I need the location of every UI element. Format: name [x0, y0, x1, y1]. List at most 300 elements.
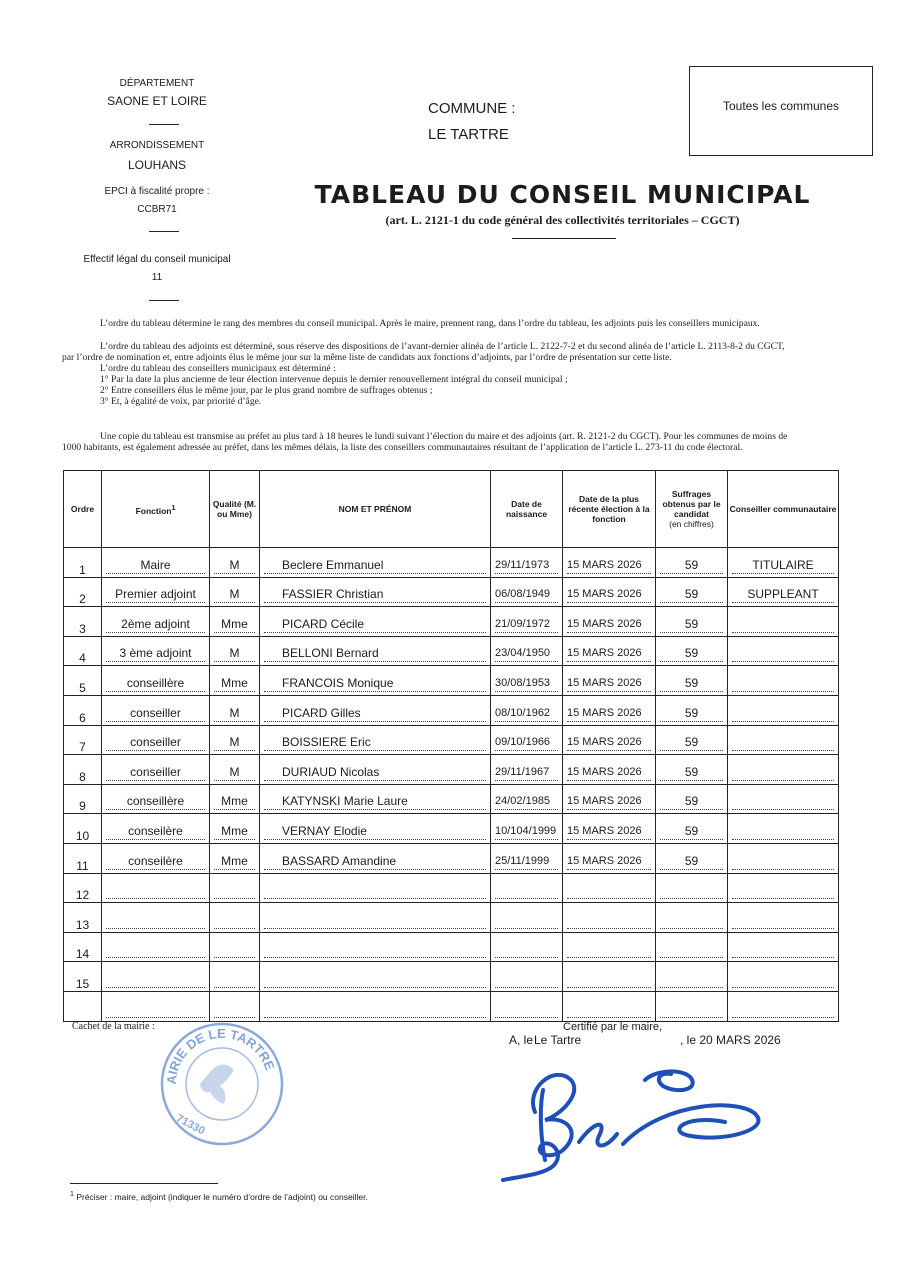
cell-suffrages: [656, 755, 728, 785]
cell-conseiller: [728, 577, 839, 607]
cell-fonction: [102, 607, 210, 637]
cell-naissance: [491, 636, 563, 666]
cell-nom: [260, 695, 491, 725]
cell-fonction: [102, 548, 210, 578]
cell-conseiller: [728, 725, 839, 755]
lieu-value: Le Tartre: [534, 1033, 582, 1047]
cell-suffrages: [656, 607, 728, 637]
cell-conseiller: [728, 755, 839, 785]
cell-fonction: [102, 932, 210, 962]
cell-qualite: [210, 607, 260, 637]
cell-election-value: 15 MARS 2026: [567, 616, 651, 633]
cell-qualite-value: M: [214, 734, 255, 751]
cell-naissance-value: 08/10/1962: [495, 705, 558, 722]
communes-box: [689, 66, 873, 156]
cell-suffrages: [656, 784, 728, 814]
cell-naissance-value: [495, 882, 558, 899]
cell-suffrages-value: 59: [660, 675, 723, 692]
cell-suffrages-value: 59: [660, 586, 723, 603]
cell-naissance-value: [495, 941, 558, 958]
cell-fonction: [102, 814, 210, 844]
cell-suffrages-value: [660, 971, 723, 988]
cell-naissance: [491, 755, 563, 785]
cell-nom-value: [264, 882, 486, 899]
cell-qualite: [210, 725, 260, 755]
cell-suffrages-value: [660, 912, 723, 929]
cachet-label: Cachet de la mairie :: [72, 1021, 155, 1032]
cell-nom: [260, 903, 491, 933]
cell-conseiller-value: [732, 616, 834, 633]
cell-naissance-value: 29/11/1973: [495, 557, 558, 574]
divider: [149, 231, 179, 232]
cell-qualite-value: Mme: [214, 616, 255, 633]
cell-fonction: [102, 636, 210, 666]
cell-ordre: 14: [64, 932, 102, 962]
cell-suffrages: [656, 636, 728, 666]
table-row: [64, 903, 839, 933]
cell-ordre: 13: [64, 903, 102, 933]
cell-qualite-value: Mme: [214, 853, 255, 870]
title-divider: [512, 238, 616, 239]
cell-fonction: [102, 873, 210, 903]
council-table: [63, 470, 839, 1022]
arrondissement-value: LOUHANS: [127, 158, 186, 172]
cell-nom-value: PICARD Cécile: [264, 616, 486, 633]
cell-ordre: 3: [64, 607, 102, 637]
cell-naissance: [491, 695, 563, 725]
cell-suffrages: [656, 962, 728, 992]
table-row: [64, 755, 839, 785]
cell-conseiller: [728, 873, 839, 903]
cell-nom: [260, 548, 491, 578]
cell-suffrages-value: 59: [660, 734, 723, 751]
header-nom: NOM ET PRÉNOM: [260, 471, 491, 548]
cell-suffrages: [656, 873, 728, 903]
cell-fonction-value: Premier adjoint: [106, 586, 205, 603]
cell-conseiller-value: [732, 882, 834, 899]
cell-fonction-value: 2ème adjoint: [106, 616, 205, 633]
cell-conseiller-value: [732, 853, 834, 870]
cell-ordre: 7: [64, 725, 102, 755]
cell-nom: [260, 962, 491, 992]
cell-nom: [260, 991, 491, 1021]
cell-nom: [260, 843, 491, 873]
paragraph: L’ordre du tableau des conseillers municipaux est déterminé :: [100, 363, 336, 374]
cell-naissance: [491, 548, 563, 578]
cell-nom-value: BELLONI Bernard: [264, 645, 486, 662]
cell-qualite-value: [214, 1001, 255, 1018]
cell-conseiller-value: [732, 823, 834, 840]
paragraph: Une copie du tableau est transmise au préfet au plus tard à 18 heures le lundi suivant l’élection du maire et des adjoints (art. R. 2121-2 du CGCT). Pour les communes de moins de: [100, 431, 788, 442]
header-ordre: Ordre: [64, 471, 102, 548]
cell-fonction: [102, 666, 210, 696]
cell-ordre: 11: [64, 843, 102, 873]
cell-fonction-value: conseillère: [106, 793, 205, 810]
cell-election: [563, 814, 656, 844]
cell-nom-value: DURIAUD Nicolas: [264, 764, 486, 781]
cell-fonction-value: conseiller: [106, 734, 205, 751]
cell-suffrages: [656, 991, 728, 1021]
cell-naissance: [491, 991, 563, 1021]
cell-election: [563, 607, 656, 637]
cell-suffrages: [656, 577, 728, 607]
cell-naissance-value: 23/04/1950: [495, 645, 558, 662]
cell-fonction: [102, 725, 210, 755]
cell-election-value: 15 MARS 2026: [567, 675, 651, 692]
cell-nom: [260, 725, 491, 755]
cell-qualite: [210, 962, 260, 992]
svg-text:MAIRIE DE LE TARTRE: AIRIE DE LE TARTRE: [163, 1025, 278, 1086]
table-row: [64, 962, 839, 992]
cell-conseiller-value: [732, 675, 834, 692]
table-row: [64, 695, 839, 725]
table-row: [64, 873, 839, 903]
cell-fonction-value: conseilère: [106, 853, 205, 870]
cell-qualite: [210, 577, 260, 607]
cell-suffrages-value: 59: [660, 557, 723, 574]
cell-nom-value: PICARD Gilles: [264, 705, 486, 722]
cell-suffrages-value: [660, 941, 723, 958]
cell-election: [563, 991, 656, 1021]
cell-qualite-value: M: [214, 586, 255, 603]
cell-election-value: 15 MARS 2026: [567, 557, 651, 574]
cell-conseiller-value: [732, 971, 834, 988]
cell-suffrages-value: 59: [660, 853, 723, 870]
effectif-value: 11: [151, 272, 163, 283]
cell-nom-value: FASSIER Christian: [264, 586, 486, 603]
cell-qualite-value: [214, 912, 255, 929]
certifie-label: Certifié par le maire,: [563, 1021, 663, 1033]
paragraph: 1° Par la date la plus ancienne de leur élection intervenue depuis le dernier renouvellement intégral du conseil municipal ;: [100, 374, 568, 385]
table-row: [64, 814, 839, 844]
cell-qualite: [210, 873, 260, 903]
effectif-label: Effectif légal du conseil municipal: [83, 254, 231, 265]
svg-text:71330: 71330: [174, 1112, 207, 1138]
header-fonction: Fonction$^1$: [102, 471, 210, 548]
cell-qualite: [210, 755, 260, 785]
table-row: [64, 607, 839, 637]
cell-qualite-value: M: [214, 705, 255, 722]
cell-qualite-value: [214, 941, 255, 958]
table-row: [64, 932, 839, 962]
cell-conseiller: [728, 548, 839, 578]
cell-conseiller: [728, 636, 839, 666]
administrative-block: [72, 78, 242, 108]
cell-fonction: [102, 784, 210, 814]
cell-election: [563, 903, 656, 933]
cell-fonction: [102, 903, 210, 933]
cell-ordre: 6: [64, 695, 102, 725]
cell-fonction: [102, 577, 210, 607]
cell-nom-value: [264, 941, 486, 958]
cell-election: [563, 755, 656, 785]
cell-fonction-value: [106, 1001, 205, 1018]
cell-fonction-value: Maire: [106, 557, 205, 574]
cell-qualite: [210, 784, 260, 814]
cell-ordre: 9: [64, 784, 102, 814]
cell-election-value: [567, 912, 651, 929]
cell-ordre: 5: [64, 666, 102, 696]
cell-naissance: [491, 962, 563, 992]
cell-qualite: [210, 814, 260, 844]
arrondissement-label: ARRONDISSEMENT: [109, 140, 205, 151]
cell-nom: [260, 932, 491, 962]
cell-election: [563, 932, 656, 962]
footnote-divider: [70, 1183, 218, 1184]
cell-naissance: [491, 903, 563, 933]
table-row: [64, 666, 839, 696]
paragraph: par l’ordre de nomination et, entre adjoints élus le même jour sur la même liste de candidats aux fonctions d’adjoints, par l’ordre de présentation sur cette liste.: [62, 352, 672, 363]
cell-fonction-value: conseilère: [106, 823, 205, 840]
cell-suffrages: [656, 666, 728, 696]
paragraph: 3° Et, à égalité de voix, par priorité d’âge.: [100, 396, 262, 407]
cell-naissance-value: [495, 912, 558, 929]
cell-naissance: [491, 843, 563, 873]
cell-conseiller-value: [732, 734, 834, 751]
paragraph: 1000 habitants, est également adressée au préfet, dans les mêmes délais, la liste des conseillers communautaires résultant de l’application de l’article L. 273-11 du code électoral.: [62, 442, 743, 453]
cell-election: [563, 666, 656, 696]
cell-ordre: 2: [64, 577, 102, 607]
cell-qualite-value: Mme: [214, 823, 255, 840]
cell-fonction-value: [106, 912, 205, 929]
cell-conseiller: [728, 607, 839, 637]
cell-fonction: [102, 695, 210, 725]
cell-conseiller: [728, 784, 839, 814]
table-row: [64, 577, 839, 607]
cell-naissance-value: 25/11/1999: [495, 853, 558, 870]
cell-nom: [260, 755, 491, 785]
cell-election: [563, 725, 656, 755]
cell-naissance: [491, 814, 563, 844]
header-qualite: Qualité (M. ou Mme): [210, 471, 260, 548]
cell-qualite: [210, 666, 260, 696]
cell-suffrages-value: 59: [660, 823, 723, 840]
cell-election-value: 15 MARS 2026: [567, 705, 651, 722]
header-election: Date de la plus récente élection à la fonction: [563, 471, 656, 548]
cell-suffrages-value: 59: [660, 705, 723, 722]
cell-naissance-value: 10/104/1999: [495, 823, 558, 840]
cell-election: [563, 548, 656, 578]
divider: [149, 124, 179, 125]
intro-text: [62, 318, 842, 329]
cell-election: [563, 843, 656, 873]
cell-nom-value: VERNAY Elodie: [264, 823, 486, 840]
header-conseiller: Conseiller communautaire: [728, 471, 839, 548]
cell-qualite: [210, 932, 260, 962]
cell-election: [563, 695, 656, 725]
cell-fonction-value: conseiller: [106, 764, 205, 781]
cell-conseiller: [728, 814, 839, 844]
header-suffrages: Suffrages obtenus par le candidat (en chiffres): [656, 471, 728, 548]
page-subtitle: (art. L. 2121-1 du code général des collectivités territoriales – CGCT): [385, 213, 740, 227]
cell-fonction: [102, 755, 210, 785]
cell-fonction-value: [106, 882, 205, 899]
cell-naissance: [491, 607, 563, 637]
cell-election-value: 15 MARS 2026: [567, 853, 651, 870]
cell-nom: [260, 784, 491, 814]
cell-naissance-value: 29/11/1967: [495, 764, 558, 781]
cell-naissance-value: 06/08/1949: [495, 586, 558, 603]
cell-suffrages: [656, 814, 728, 844]
cell-qualite-value: [214, 882, 255, 899]
communes-box-text: Toutes les communes: [722, 99, 840, 113]
cell-conseiller: [728, 991, 839, 1021]
cell-conseiller-value: [732, 645, 834, 662]
rules-text: [62, 341, 842, 407]
cell-naissance: [491, 577, 563, 607]
cell-election: [563, 873, 656, 903]
cell-ordre: 8: [64, 755, 102, 785]
cell-election-value: [567, 971, 651, 988]
cell-election-value: 15 MARS 2026: [567, 734, 651, 751]
cell-qualite-value: M: [214, 645, 255, 662]
cell-qualite: [210, 843, 260, 873]
cell-election-value: 15 MARS 2026: [567, 586, 651, 603]
transmission-text: [62, 431, 842, 453]
cell-qualite-value: [214, 971, 255, 988]
cell-election-value: 15 MARS 2026: [567, 793, 651, 810]
cell-election-value: 15 MARS 2026: [567, 645, 651, 662]
epci-value: CCBR71: [137, 204, 177, 215]
cell-ordre: [64, 991, 102, 1021]
cell-suffrages: [656, 548, 728, 578]
cell-nom: [260, 636, 491, 666]
cell-election: [563, 636, 656, 666]
cell-conseiller-value: TITULAIRE: [732, 557, 834, 574]
table-header-row: [64, 471, 839, 548]
cell-naissance: [491, 725, 563, 755]
cell-election: [563, 962, 656, 992]
cell-naissance-value: [495, 1001, 558, 1018]
cell-nom: [260, 607, 491, 637]
cell-naissance-value: 21/09/1972: [495, 616, 558, 633]
cell-conseiller: [728, 903, 839, 933]
cell-qualite-value: M: [214, 764, 255, 781]
cell-nom-value: [264, 971, 486, 988]
table-row: [64, 843, 839, 873]
cell-qualite: [210, 636, 260, 666]
cell-ordre: 10: [64, 814, 102, 844]
cell-conseiller-value: [732, 912, 834, 929]
cell-suffrages: [656, 695, 728, 725]
cell-naissance: [491, 666, 563, 696]
cell-suffrages-value: 59: [660, 764, 723, 781]
cell-conseiller-value: [732, 793, 834, 810]
cell-conseiller: [728, 962, 839, 992]
paragraph: L’ordre du tableau des adjoints est déterminé, sous réserve des dispositions de l’avant-dernier alinéa de l’article L. 2122-7-2 et du second alinéa de l’article L. 2113-8-2 du CGCT,: [100, 341, 785, 352]
cell-nom-value: BOISSIERE Eric: [264, 734, 486, 751]
cell-conseiller-value: SUPPLEANT: [732, 586, 834, 603]
cell-fonction: [102, 991, 210, 1021]
cell-conseiller: [728, 666, 839, 696]
cell-fonction-value: [106, 941, 205, 958]
table-body: [64, 548, 839, 1022]
cell-conseiller-value: [732, 705, 834, 722]
cell-qualite-value: Mme: [214, 793, 255, 810]
cell-ordre: 1: [64, 548, 102, 578]
cell-qualite-value: Mme: [214, 675, 255, 692]
divider: [149, 300, 179, 301]
cell-naissance: [491, 873, 563, 903]
paragraph: 2° Entre conseillers élus le même jour, par le plus grand nombre de suffrages obtenus ;: [100, 385, 433, 396]
cell-suffrages-value: 59: [660, 616, 723, 633]
cell-fonction-value: conseillère: [106, 675, 205, 692]
cell-fonction: [102, 962, 210, 992]
cell-conseiller-value: [732, 941, 834, 958]
cell-suffrages: [656, 903, 728, 933]
cell-election-value: 15 MARS 2026: [567, 823, 651, 840]
table-row: [64, 725, 839, 755]
commune-name: LE TARTRE: [428, 126, 509, 143]
cell-naissance-value: 09/10/1966: [495, 734, 558, 751]
cell-ordre: 12: [64, 873, 102, 903]
cell-qualite: [210, 991, 260, 1021]
departement-value: SAONE ET LOIRE: [107, 94, 207, 108]
cell-naissance-value: [495, 971, 558, 988]
cell-conseiller: [728, 932, 839, 962]
cell-naissance-value: 30/08/1953: [495, 675, 558, 692]
cell-election-value: 15 MARS 2026: [567, 764, 651, 781]
cell-suffrages-value: 59: [660, 793, 723, 810]
cell-conseiller-value: [732, 764, 834, 781]
cell-election: [563, 784, 656, 814]
cell-nom-value: BASSARD Amandine: [264, 853, 486, 870]
cell-qualite: [210, 548, 260, 578]
cell-election-value: [567, 882, 651, 899]
cell-nom-value: [264, 912, 486, 929]
cell-nom-value: FRANCOIS Monique: [264, 675, 486, 692]
cell-suffrages: [656, 932, 728, 962]
cell-naissance: [491, 932, 563, 962]
cell-suffrages-value: 59: [660, 645, 723, 662]
cell-ordre: 4: [64, 636, 102, 666]
cell-fonction-value: conseiller: [106, 705, 205, 722]
cell-election: [563, 577, 656, 607]
cell-conseiller-value: [732, 1001, 834, 1018]
header-naissance: Date de naissance: [491, 471, 563, 548]
cell-suffrages: [656, 843, 728, 873]
cell-conseiller: [728, 695, 839, 725]
stamp-icon: [158, 1020, 286, 1148]
cell-ordre: 15: [64, 962, 102, 992]
cell-nom-value: Beclere Emmanuel: [264, 557, 486, 574]
mairie-stamp: [158, 1020, 286, 1148]
cell-nom: [260, 666, 491, 696]
mayor-signature: [495, 1050, 795, 1190]
signature-icon: [495, 1050, 795, 1190]
paragraph: L’ordre du tableau détermine le rang des membres du conseil municipal. Après le maire, prennent rang, dans l’ordre du tableau, les adjoints puis les conseillers municipaux.: [100, 318, 760, 329]
cell-conseiller: [728, 843, 839, 873]
table-row: [64, 784, 839, 814]
cell-naissance-value: 24/02/1985: [495, 793, 558, 810]
cell-fonction: [102, 843, 210, 873]
cell-nom: [260, 577, 491, 607]
table-row: [64, 991, 839, 1021]
certification-date: , le 20 MARS 2026: [680, 1033, 781, 1047]
departement-label: DÉPARTEMENT: [119, 78, 195, 89]
a-le-label: A, le: [509, 1033, 534, 1047]
cell-qualite: [210, 695, 260, 725]
commune-label: COMMUNE :: [428, 100, 516, 117]
cell-nom-value: KATYNSKI Marie Laure: [264, 793, 486, 810]
table-row: [64, 548, 839, 578]
cell-nom-value: [264, 1001, 486, 1018]
cell-qualite: [210, 903, 260, 933]
epci-label: EPCI à fiscalité propre :: [104, 186, 210, 197]
cell-fonction-value: 3 ème adjoint: [106, 645, 205, 662]
table-row: [64, 636, 839, 666]
cell-election-value: [567, 941, 651, 958]
